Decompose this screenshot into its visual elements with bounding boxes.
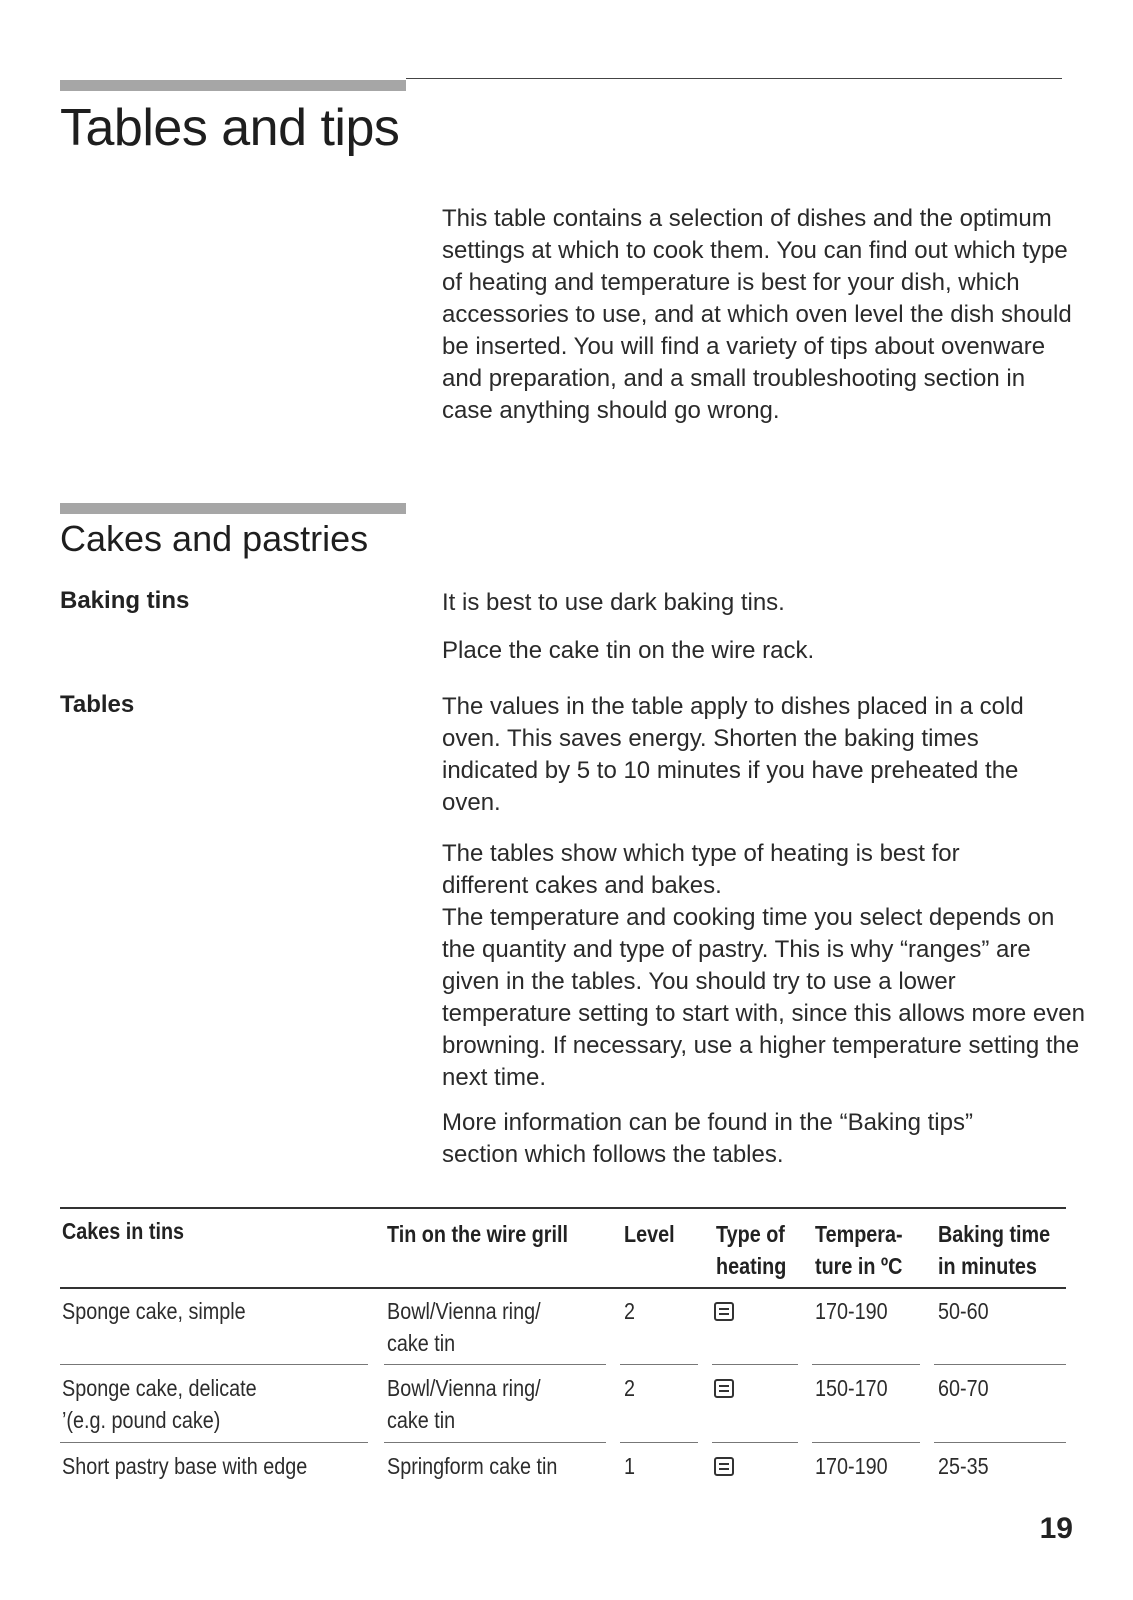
row-divider — [812, 1364, 920, 1365]
cell-level: 1 — [624, 1453, 636, 1479]
row-divider — [712, 1442, 798, 1443]
baking-tins-label: Baking tins — [60, 587, 190, 614]
cell-time: 50-60 — [938, 1298, 989, 1324]
header-level: Level — [624, 1221, 675, 1247]
top-bottom-heating-icon — [714, 1302, 734, 1321]
header-dish: Cakes in tins — [62, 1218, 185, 1244]
table-header-rule — [60, 1287, 1066, 1289]
tables-p4: More information can be found in the “Baking tips” section which follows the tables. — [442, 1109, 973, 1168]
row-divider — [620, 1442, 698, 1443]
header-time-1: Baking time — [938, 1221, 1051, 1247]
cell-dish: Sponge cake, delicate — [62, 1375, 257, 1401]
header-heating-1: Type of — [716, 1221, 785, 1247]
page-number: 19 — [1039, 1512, 1073, 1545]
row-divider — [712, 1364, 798, 1365]
page-title: Tables and tips — [60, 99, 400, 157]
cell-dish: Short pastry base with edge — [62, 1453, 308, 1479]
section-accent-bar — [60, 503, 406, 514]
row-divider — [812, 1442, 920, 1443]
header-time-2: in minutes — [938, 1253, 1037, 1279]
section-title: Cakes and pastries — [60, 518, 369, 559]
tables-p1: The values in the table apply to dishes placed in a cold oven. This saves energy. Shorten the baking times indicated by 5 to 10 minutes if you have preheated the oven. — [442, 693, 1024, 816]
row-divider — [384, 1364, 606, 1365]
intro-paragraph: This table contains a selection of dishes and the optimum settings at which to cook them. You can find out which type of heating and temperature is best for your dish, which accessories to use, and at which oven level the dish should be inserted. You will find a variety of tips about ovenware and preparation, and a small troubleshooting section in case anything should go wrong. — [442, 205, 1072, 424]
cell-temp: 170-190 — [815, 1298, 888, 1324]
cell-tin: Springform cake tin — [387, 1453, 558, 1479]
header-heating-2: heating — [716, 1253, 787, 1279]
title-rule — [406, 78, 1062, 79]
row-divider — [620, 1364, 698, 1365]
cell-temp: 150-170 — [815, 1375, 888, 1401]
cell-level: 2 — [624, 1375, 636, 1401]
table-top-rule — [60, 1207, 1066, 1209]
cell-tin: Bowl/Vienna ring/ — [387, 1298, 541, 1324]
cell-time: 60-70 — [938, 1375, 989, 1401]
row-divider — [60, 1364, 368, 1365]
cell-time: 25-35 — [938, 1453, 989, 1479]
row-divider — [934, 1442, 1066, 1443]
tables-label: Tables — [60, 691, 135, 718]
cell-temp: 170-190 — [815, 1453, 888, 1479]
header-temp-1: Tempera- — [815, 1221, 903, 1247]
top-bottom-heating-icon — [714, 1379, 734, 1398]
cell-dish-line2: ’(e.g. pound cake) — [62, 1407, 221, 1433]
row-divider — [384, 1442, 606, 1443]
baking-tins-p2: Place the cake tin on the wire rack. — [442, 637, 815, 664]
title-accent-bar — [60, 80, 406, 91]
header-tin: Tin on the wire grill — [387, 1221, 568, 1247]
cell-tin-line2: cake tin — [387, 1407, 456, 1433]
tables-p3: The temperature and cooking time you select depends on the quantity and type of pastry. This is why “ranges” are given in the tables. You should try to use a lower temperature setting to start with, since this allows more even browning. If necessary, use a higher temperature setting the next time. — [442, 904, 1085, 1091]
row-divider — [934, 1364, 1066, 1365]
top-bottom-heating-icon — [714, 1457, 734, 1476]
row-divider — [60, 1442, 368, 1443]
tables-p2: The tables show which type of heating is best for different cakes and bakes. — [442, 840, 960, 899]
cell-level: 2 — [624, 1298, 636, 1324]
baking-tins-p1: It is best to use dark baking tins. — [442, 589, 785, 616]
header-temp-2: ture in ºC — [815, 1253, 903, 1279]
cell-tin: Bowl/Vienna ring/ — [387, 1375, 541, 1401]
cell-tin-line2: cake tin — [387, 1330, 456, 1356]
cell-dish: Sponge cake, simple — [62, 1298, 246, 1324]
